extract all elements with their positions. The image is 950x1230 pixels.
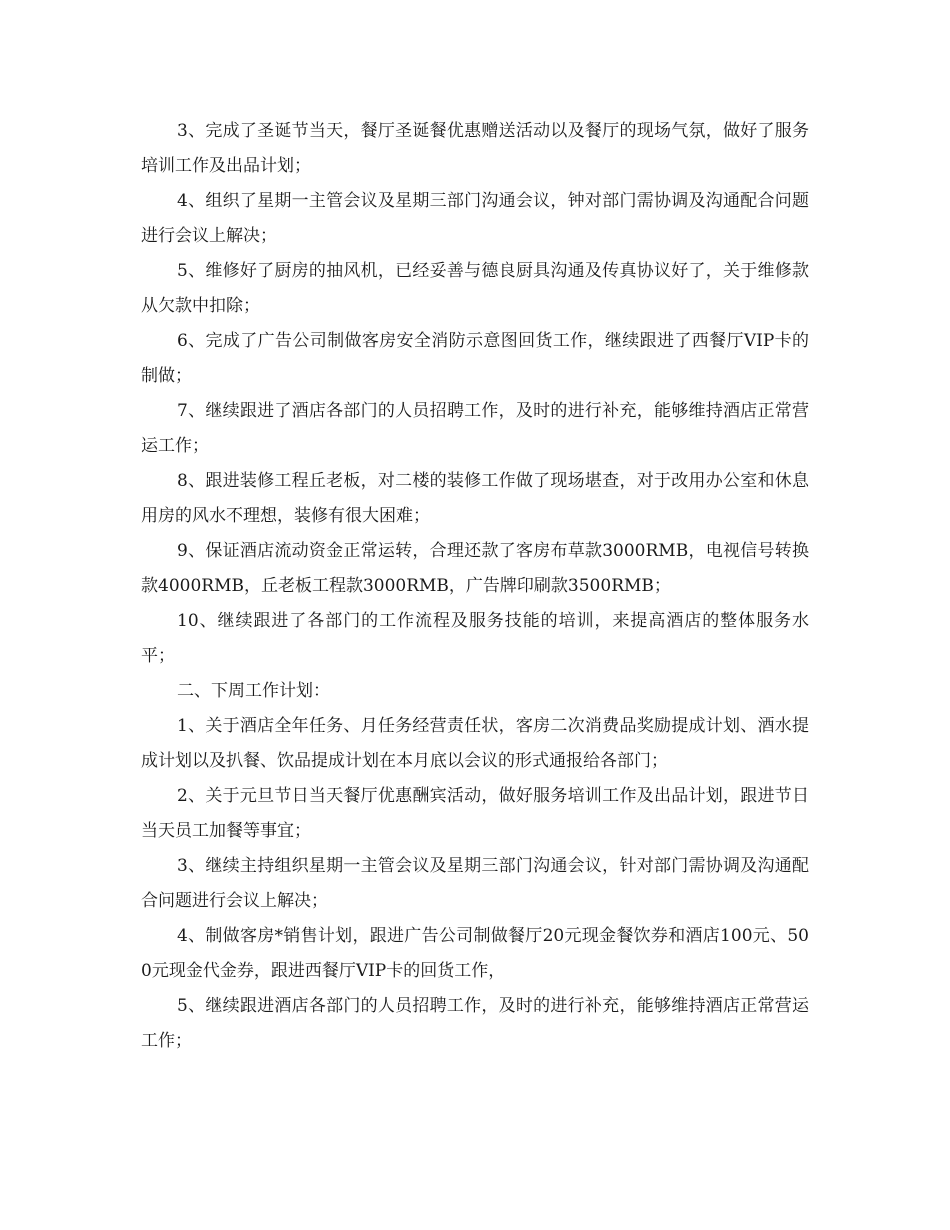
- paragraph-item-3: 3、完成了圣诞节当天，餐厅圣诞餐优惠赠送活动以及餐厅的现场气氛，做好了服务培训工作及出品计划；: [141, 121, 809, 176]
- paragraph-item-8: 8、跟进装修工程丘老板，对二楼的装修工作做了现场堪查，对于改用办公室和休息用房的风水不理想，装修有很大困难；: [141, 471, 809, 526]
- paragraph-item-10: 10、继续跟进了各部门的工作流程及服务技能的培训，来提高酒店的整体服务水平；: [141, 611, 809, 666]
- plan-item-5: 5、继续跟进酒店各部门的人员招聘工作，及时的进行补充，能够维持酒店正常营运工作；: [141, 996, 809, 1051]
- plan-item-2: 2、关于元旦节日当天餐厅优惠酬宾活动，做好服务培训工作及出品计划，跟进节日当天员工加餐等事宜；: [141, 786, 809, 841]
- paragraph-item-6: 6、完成了广告公司制做客房安全消防示意图回货工作，继续跟进了西餐厅VIP卡的制做；: [141, 331, 809, 386]
- paragraph-item-7: 7、继续跟进了酒店各部门的人员招聘工作，及时的进行补充，能够维持酒店正常营运工作；: [141, 401, 809, 456]
- paragraph-item-9: 9、保证酒店流动资金正常运转，合理还款了客房布草款3000RMB，电视信号转换款4000RMB，丘老板工程款3000RMB，广告牌印刷款3500RMB；: [141, 541, 809, 596]
- paragraph-item-4: 4、组织了星期一主管会议及星期三部门沟通会议，钟对部门需协调及沟通配合问题进行会议上解决；: [141, 191, 809, 246]
- document-body: [141, 114, 809, 1059]
- section-heading-next-week-plan: 二、下周工作计划：: [177, 681, 330, 701]
- paragraph-item-5: 5、维修好了厨房的抽风机，已经妥善与德良厨具沟通及传真协议好了，关于维修款从欠款中扣除；: [141, 261, 809, 316]
- plan-item-1: 1、关于酒店全年任务、月任务经营责任状，客房二次消费品奖励提成计划、酒水提成计划以及扒餐、饮品提成计划在本月底以会议的形式通报给各部门；: [141, 716, 809, 771]
- plan-item-3: 3、继续主持组织星期一主管会议及星期三部门沟通会议，针对部门需协调及沟通配合问题进行会议上解决；: [141, 856, 809, 911]
- plan-item-4: 4、制做客房*销售计划，跟进广告公司制做餐厅20元现金餐饮券和酒店100元、500元现金代金券，跟进西餐厅VIP卡的回货工作，: [141, 926, 809, 981]
